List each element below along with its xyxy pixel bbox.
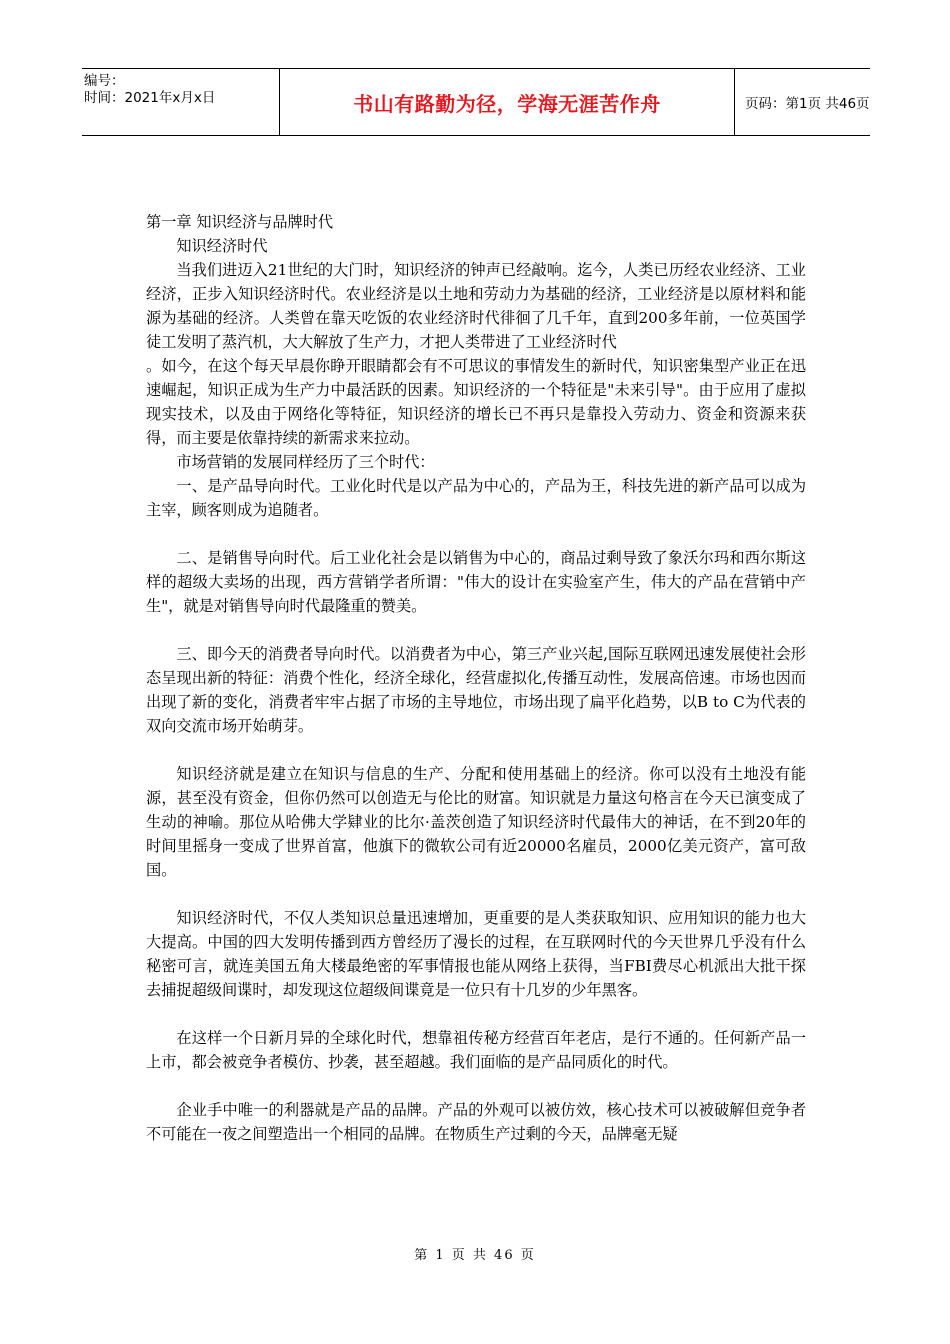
paragraph: 市场营销的发展同样经历了三个时代： [176,453,435,471]
paragraph: 三、即今天的消费者导向时代。以消费者为中心，第三产业兴起,国际互联网迅速发展使社会形态呈现出新的特征：消费个性化，经济全球化，经营虚拟化,传播互动性，发展高倍速。市场也因而出现了新的变化，消费者牢牢占据了市场的主导地位，市场出现了扁平化趋势，以B to C为代表的双向交流市场开始萌芽。 [146,645,806,735]
page-footer: 第 1 页 共 46 页 [414,1248,536,1263]
paragraph: 二、是销售导向时代。后工业化社会是以销售为中心的，商品过剩导致了象沃尔玛和西尔斯这样的超级大卖场的出现，西方营销学者所谓："伟大的设计在实验室产生，伟大的产品在营销中产生"，就是对销售导向时代最隆重的赞美。 [146,549,806,615]
document-body [146,210,806,1146]
paragraph: 当我们进迈入21世纪的大门时，知识经济的钟声已经敲响。迄今，人类已历经农业经济、工业经济，正步入知识经济时代。农业经济是以土地和劳动力为基础的经济，工业经济是以原材料和能源为基础的经济。人类曾在靠天吃饭的农业经济时代徘徊了几千年，直到200多年前，一位英国学徒工发明了蒸汽机，大大解放了生产力，才把人类带进了工业经济时代 [146,261,806,351]
chapter-title: 第一章 知识经济与品牌时代 [146,213,334,231]
paragraph: 一、是产品导向时代。工业化时代是以产品为中心的，产品为王，科技先进的新产品可以成为主宰，顾客则成为追随者。 [146,477,806,519]
page-header [82,68,870,136]
paragraph: 在这样一个日新月异的全球化时代，想靠祖传秘方经营百年老店，是行不通的。任何新产品一上市，都会被竞争者模仿、抄袭，甚至超越。我们面临的是产品同质化的时代。 [146,1029,806,1071]
document-number-label: 编号： [84,73,125,89]
paragraph: 企业手中唯一的利器就是产品的品牌。产品的外观可以被仿效，核心技术可以被破解但竞争者不可能在一夜之间塑造出一个相同的品牌。在物质生产过剩的今天，品牌毫无疑 [146,1101,806,1143]
paragraph: 知识经济时代，不仅人类知识总量迅速增加，更重要的是人类获取知识、应用知识的能力也大大提高。中国的四大发明传播到西方曾经历了漫长的过程，在互联网时代的今天世界几乎没有什么秘密可言，就连美国五角大楼最绝密的军事情报也能从网络上获得，当FBI费尽心机派出大批干探去捕捉超级间谍时，却发现这位超级间谍竟是一位只有十几岁的少年黑客。 [146,909,806,999]
header-meta [82,69,280,135]
header-motto: 书山有路勤为径，学海无涯苦作舟 [280,69,735,135]
section-title: 知识经济时代 [176,237,268,255]
paragraph: 知识经济就是建立在知识与信息的生产、分配和使用基础上的经济。你可以没有土地没有能源，甚至没有资金，但你仍然可以创造无与伦比的财富。知识就是力量这句格言在今天已演变成了生动的神喻。那位从哈佛大学肄业的比尔·盖茨创造了知识经济时代最伟大的神话，在不到20年的时间里摇身一变成了世界首富，他旗下的微软公司有近20000名雇员，2000亿美元资产，富可敌国。 [146,765,806,879]
document-date-label: 时间：2021年x月x日 [84,90,216,106]
paragraph: 。如今，在这个每天早晨你睁开眼睛都会有不可思议的事情发生的新时代，知识密集型产业正在迅速崛起，知识正成为生产力中最活跃的因素。知识经济的一个特征是"未来引导"。由于应用了虚拟现实技术，以及由于网络化等特征，知识经济的增长已不再只是靠投入劳动力、资金和资源来获得，而主要是依靠持续的新需求来拉动。 [146,357,806,447]
header-page-info: 页码：第1页 共46页 [745,96,870,112]
